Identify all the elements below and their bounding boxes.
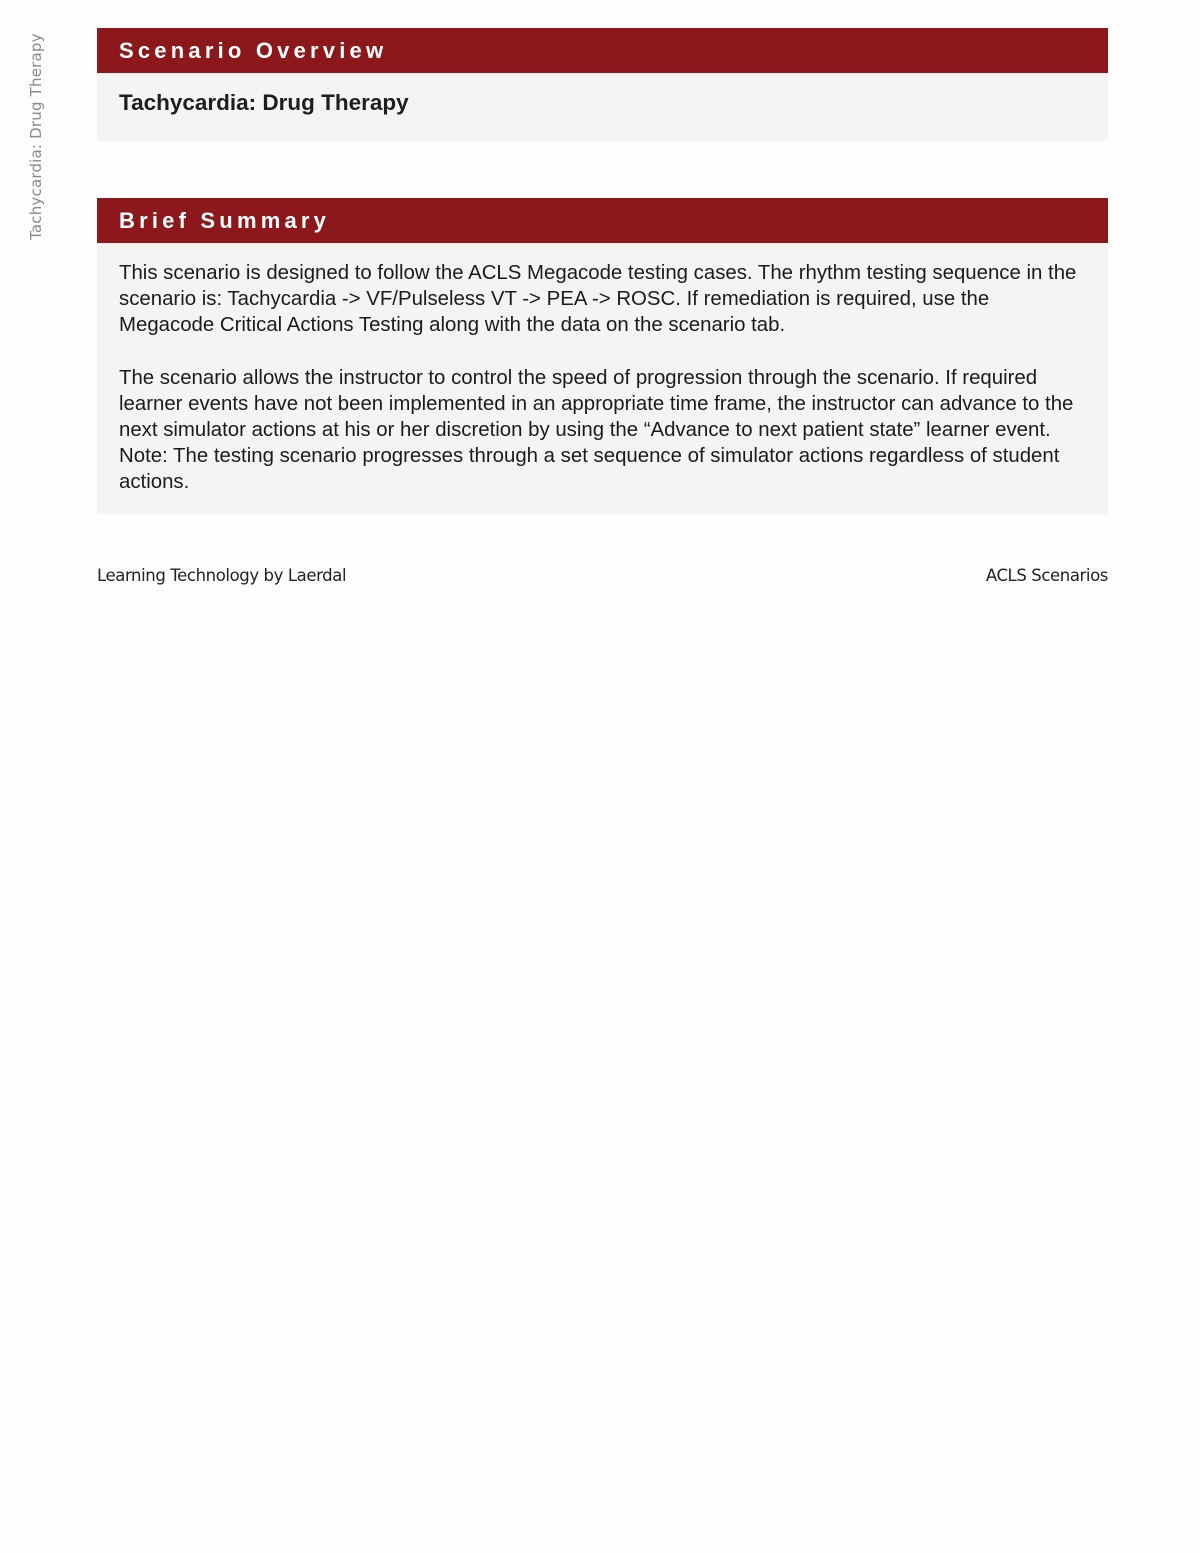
scenario-overview-header xyxy=(97,28,1108,73)
scenario-title: Tachycardia: Drug Therapy xyxy=(119,90,409,115)
footer-series: ACLS Scenarios xyxy=(985,566,1108,585)
scenario-overview-heading: Scenario Overview xyxy=(119,37,388,63)
summary-paragraph: The scenario allows the instructor to control the speed of progression through the scenario. If required learner events have not been implemented in an appropriate time frame, the instructor can advance to the next simulator actions at his or her discretion by using the “Advance to next patient state” learner event. Note: The testing scenario progresses through a set sequence of simulator actions regardless of student actions. xyxy=(119,366,1074,494)
scenario-overview-body xyxy=(97,73,1108,141)
brief-summary-body xyxy=(97,243,1108,514)
brief-summary-header xyxy=(97,198,1108,243)
summary-paragraph: This scenario is designed to follow the ACLS Megacode testing cases. The rhythm testing sequence in the scenario is: Tachycardia -> VF/Pulseless VT -> PEA -> ROSC. If remediation is required, use the Megacode Critical Actions Testing along with the data on the scenario tab. xyxy=(119,262,1077,337)
footer-publisher: Learning Technology by Laerdal xyxy=(97,566,347,585)
side-label: Tachycardia: Drug Therapy xyxy=(27,33,45,240)
brief-summary-heading: Brief Summary xyxy=(119,207,331,233)
